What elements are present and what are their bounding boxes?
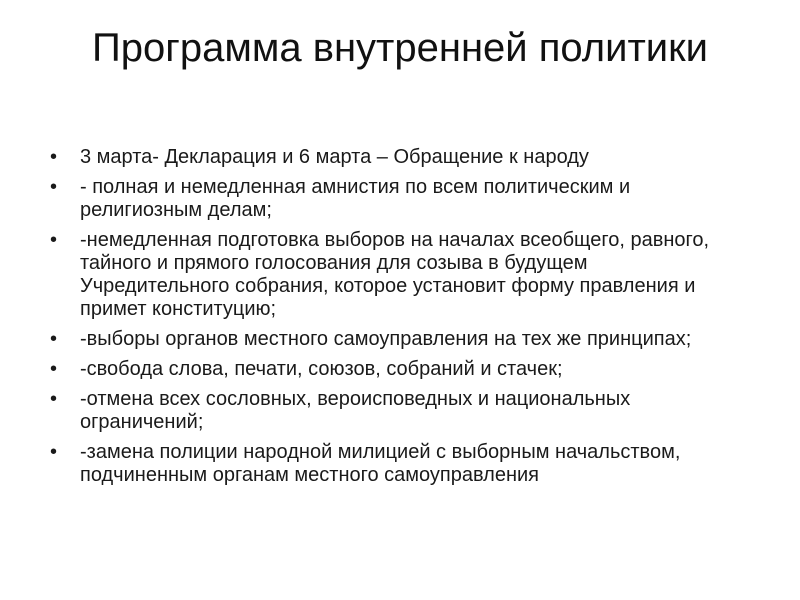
slide-title: Программа внутренней политики <box>92 26 708 70</box>
bullet-item <box>50 358 740 381</box>
bullet-dot-icon: • <box>50 358 58 380</box>
bullet-dot-icon: • <box>50 229 58 251</box>
bullet-text: 3 марта- Декларация и 6 марта – Обращение к народу <box>80 146 589 168</box>
bullet-item <box>50 176 740 222</box>
bullet-text: - полная и немедленная амнистия по всем политическим и религиозным делам; <box>80 176 631 221</box>
bullet-list <box>50 146 740 494</box>
bullet-text: -выборы органов местного самоуправления на тех же принципах; <box>80 328 692 350</box>
bullet-dot-icon: • <box>50 146 58 168</box>
bullet-text: -замена полиции народной милицией с выборным начальством, подчиненным органам местного самоуправления <box>80 441 681 486</box>
bullet-item <box>50 229 740 321</box>
bullet-text: -немедленная подготовка выборов на началах всеобщего, равного, тайного и прямого голосования для созыва в будущем Учредительного собрания, которое установит форму правления и примет конституцию; <box>80 229 710 320</box>
bullet-item <box>50 146 740 169</box>
bullet-item <box>50 328 740 351</box>
bullet-text: -отмена всех сословных, вероисповедных и национальных ограничений; <box>80 388 631 433</box>
bullet-dot-icon: • <box>50 441 58 463</box>
bullet-dot-icon: • <box>50 328 58 350</box>
bullet-dot-icon: • <box>50 388 58 410</box>
bullet-dot-icon: • <box>50 176 58 198</box>
bullet-text: -свобода слова, печати, союзов, собраний и стачек; <box>80 358 563 380</box>
bullet-item <box>50 441 740 487</box>
bullet-item <box>50 388 740 434</box>
